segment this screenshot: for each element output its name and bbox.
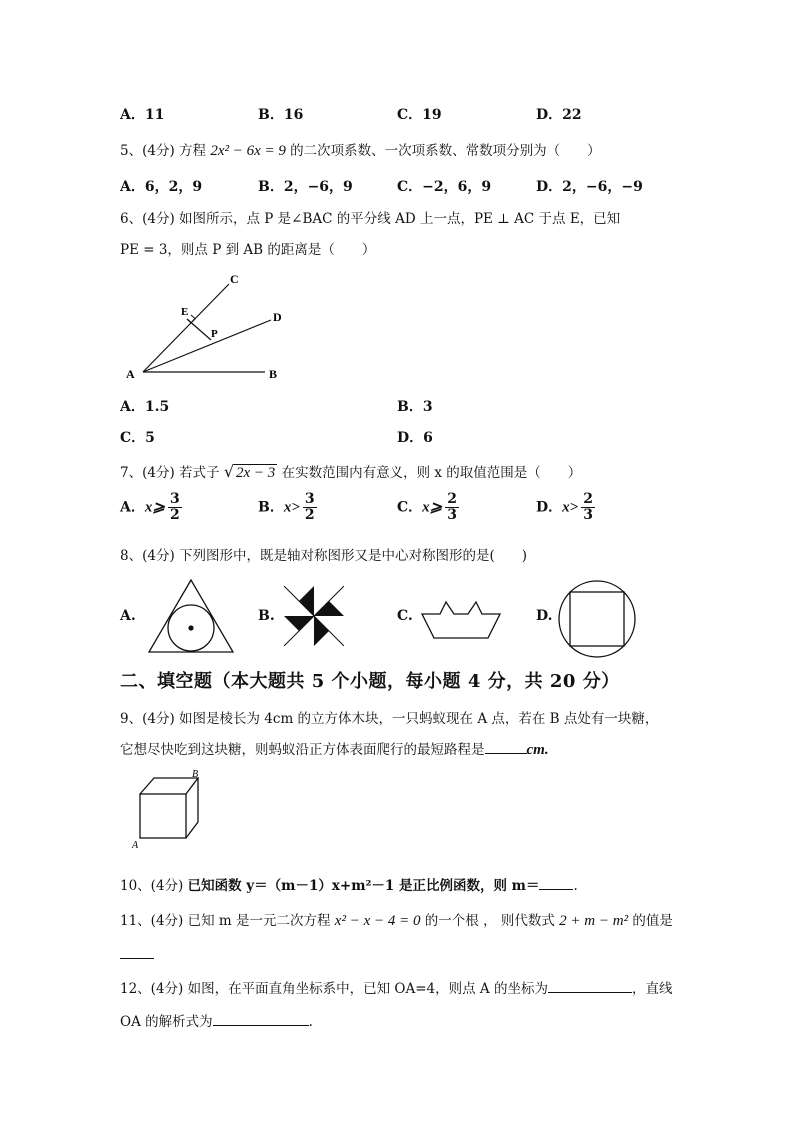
q7-option-b-rel: x> bbox=[283, 499, 300, 516]
q6-text-line1: 如图所示，点 P 是∠BAC 的平分线 AD 上一点，PE ⊥ AC 于点 E，已知 bbox=[179, 211, 621, 227]
question-6-line1 bbox=[120, 207, 620, 227]
q7-option-b-fraction bbox=[303, 492, 317, 523]
q7-option-c-rel: x⩾ bbox=[422, 499, 443, 516]
q7-option-c-label: C． bbox=[397, 499, 423, 516]
q6-label-b: B bbox=[269, 367, 278, 381]
q8-text: 下列图形中，既是轴对称图形又是中心对称图形的是( ) bbox=[179, 548, 528, 564]
q7-option-c-numerator: 2 bbox=[447, 491, 457, 507]
q4-option-c: C．19 bbox=[397, 107, 442, 123]
q8-option-a-label: A. bbox=[120, 608, 136, 624]
q5-number: 5、(4分) bbox=[120, 143, 175, 159]
q7-option-c-fraction bbox=[445, 492, 459, 523]
question-5 bbox=[120, 139, 601, 160]
q9-cube-figure bbox=[128, 768, 208, 850]
q11-pre: 已知 m 是一元二次方程 bbox=[187, 913, 331, 929]
q9-answer-blank[interactable] bbox=[485, 739, 527, 754]
q6-label-e: E bbox=[181, 306, 189, 318]
q12-line1-end: ，直线 bbox=[631, 981, 673, 997]
q6-option-a: A．1.5 bbox=[120, 399, 170, 415]
q5-option-b: B．2，−6，9 bbox=[258, 179, 353, 195]
q8-number: 8、(4分) bbox=[120, 548, 175, 564]
q7-option-b-denominator: 2 bbox=[304, 507, 315, 523]
q5-option-a: A．6，2，9 bbox=[120, 179, 203, 195]
q12-text-line1: 如图，在平面直角坐标系中，已知 OA=4，则点 A 的坐标为 bbox=[187, 981, 548, 997]
q7-number: 7、(4分) bbox=[120, 465, 175, 481]
q6-angle-figure bbox=[115, 262, 305, 384]
q8-circle-square-figure bbox=[556, 578, 638, 660]
q7-option-d-rel: x> bbox=[562, 499, 579, 516]
q10-answer-blank[interactable] bbox=[539, 875, 573, 890]
q7-post: 在实数范围内有意义，则 x 的取值范围是（ ） bbox=[281, 465, 582, 481]
q11-expression: 2 + m − m² bbox=[559, 913, 629, 929]
q7-pre: 若式子 bbox=[179, 465, 220, 481]
q6-option-b: B．3 bbox=[397, 399, 433, 415]
q9-number: 9、(4分) bbox=[120, 711, 175, 727]
q7-sqrt: √ bbox=[223, 462, 235, 481]
q8-option-b-label: B. bbox=[258, 608, 275, 624]
q4-option-b: B．16 bbox=[258, 107, 304, 123]
q8-triangle-circle-figure bbox=[145, 576, 237, 656]
pinwheel-blade-2 bbox=[314, 601, 344, 616]
q9-cube-top bbox=[140, 778, 198, 794]
q8-option-d-label: D. bbox=[536, 608, 553, 624]
question-8 bbox=[120, 544, 527, 564]
q7-option-d-numerator: 2 bbox=[583, 491, 593, 507]
q6-ray-ad bbox=[143, 320, 271, 372]
pinwheel-blade-1 bbox=[299, 586, 314, 616]
q7-option-a bbox=[120, 492, 182, 523]
q6-number: 6、(4分) bbox=[120, 211, 175, 227]
q6-option-c: C．5 bbox=[120, 430, 155, 446]
q7-option-a-numerator: 3 bbox=[169, 491, 180, 507]
q11-answer-blank[interactable] bbox=[120, 944, 154, 959]
q10-number: 10、(4分) bbox=[120, 878, 184, 894]
q9-label-a: A bbox=[132, 840, 139, 850]
q6-option-d: D．6 bbox=[397, 430, 433, 446]
q6-label-d: D bbox=[273, 310, 282, 324]
q8-boat-outline bbox=[422, 602, 500, 638]
q6-label-c: C bbox=[230, 272, 239, 286]
question-12-line1 bbox=[120, 977, 672, 997]
q11-number: 11、(4分) bbox=[120, 913, 184, 929]
q8-center-dot bbox=[188, 625, 193, 630]
q10-end: . bbox=[573, 878, 578, 894]
pinwheel-blade-3 bbox=[314, 616, 329, 646]
question-11 bbox=[120, 909, 673, 930]
q11-mid: 的一个根 ， 则代数式 bbox=[424, 913, 555, 929]
q8-pinwheel-figure bbox=[284, 586, 344, 646]
q4-option-d: D．22 bbox=[536, 107, 582, 123]
q8-inscribed-square bbox=[570, 592, 624, 646]
q5-equation: 2x² − 6x = 9 bbox=[210, 143, 286, 159]
question-9-line1 bbox=[120, 707, 658, 727]
q7-option-d-label: D． bbox=[536, 499, 563, 516]
q12-coordinate-blank[interactable] bbox=[548, 978, 632, 993]
q5-post: 的二次项系数、一次项系数、常数项分别为（ ） bbox=[290, 143, 601, 159]
q7-option-d-denominator: 3 bbox=[583, 507, 593, 523]
q7-option-c bbox=[397, 492, 459, 523]
q7-option-a-label: A． bbox=[120, 499, 145, 516]
question-9-line2 bbox=[120, 738, 549, 759]
q7-option-b bbox=[258, 492, 317, 523]
q12-text-line2: OA 的解析式为 bbox=[120, 1014, 213, 1030]
q7-option-a-fraction bbox=[168, 492, 182, 523]
q7-option-b-numerator: 3 bbox=[304, 491, 315, 507]
q8-option-c-label: C. bbox=[397, 608, 413, 624]
q7-radicand: 2x − 3 bbox=[236, 465, 276, 481]
q9-label-b: B bbox=[192, 769, 199, 780]
q11-post: 的值是 bbox=[632, 913, 673, 929]
q6-label-p: P bbox=[211, 328, 218, 340]
pinwheel-blade-4 bbox=[284, 616, 314, 631]
q12-number: 12、(4分) bbox=[120, 981, 184, 997]
q9-unit: cm. bbox=[526, 742, 549, 758]
q10-text: 已知函数 y＝（m－1）x+m²－1 是正比例函数，则 m＝ bbox=[187, 878, 540, 894]
q8-paper-boat-figure bbox=[420, 590, 502, 640]
q9-text-line2: 它想尽快吃到这块糖，则蚂蚁沿正方体表面爬行的最短路程是 bbox=[120, 742, 485, 758]
q4-option-a: A．11 bbox=[120, 107, 165, 123]
q7-option-b-label: B． bbox=[258, 499, 284, 516]
q7-option-a-denominator: 2 bbox=[169, 507, 180, 523]
q6-text-line2: PE = 3，则点 P 到 AB 的距离是（ ） bbox=[120, 242, 376, 258]
question-10 bbox=[120, 874, 578, 894]
section-2-title: 二、填空题（本大题共 5 个小题，每小题 4 分，共 20 分） bbox=[120, 671, 620, 692]
q7-option-d bbox=[536, 492, 595, 523]
q9-text-line1: 如图是棱长为 4cm 的立方体木块，一只蚂蚁现在 A 点，若在 B 点处有一块糖， bbox=[179, 711, 659, 727]
q6-label-a: A bbox=[126, 367, 135, 381]
q5-option-d: D．2，−6，−9 bbox=[536, 179, 643, 195]
q8-triangle bbox=[149, 580, 233, 652]
q5-option-c: C．−2，6，9 bbox=[397, 179, 492, 195]
q7-option-d-fraction bbox=[581, 492, 595, 523]
q12-end: . bbox=[308, 1014, 313, 1030]
q5-pre: 方程 bbox=[179, 143, 207, 159]
question-7 bbox=[120, 461, 581, 482]
q9-cube-front bbox=[140, 794, 186, 838]
q12-expression-blank[interactable] bbox=[213, 1011, 309, 1026]
q11-equation: x² − x − 4 = 0 bbox=[334, 913, 421, 929]
question-12-line2 bbox=[120, 1010, 313, 1030]
q7-option-a-rel: x⩾ bbox=[144, 499, 165, 516]
q7-option-c-denominator: 3 bbox=[447, 507, 457, 523]
